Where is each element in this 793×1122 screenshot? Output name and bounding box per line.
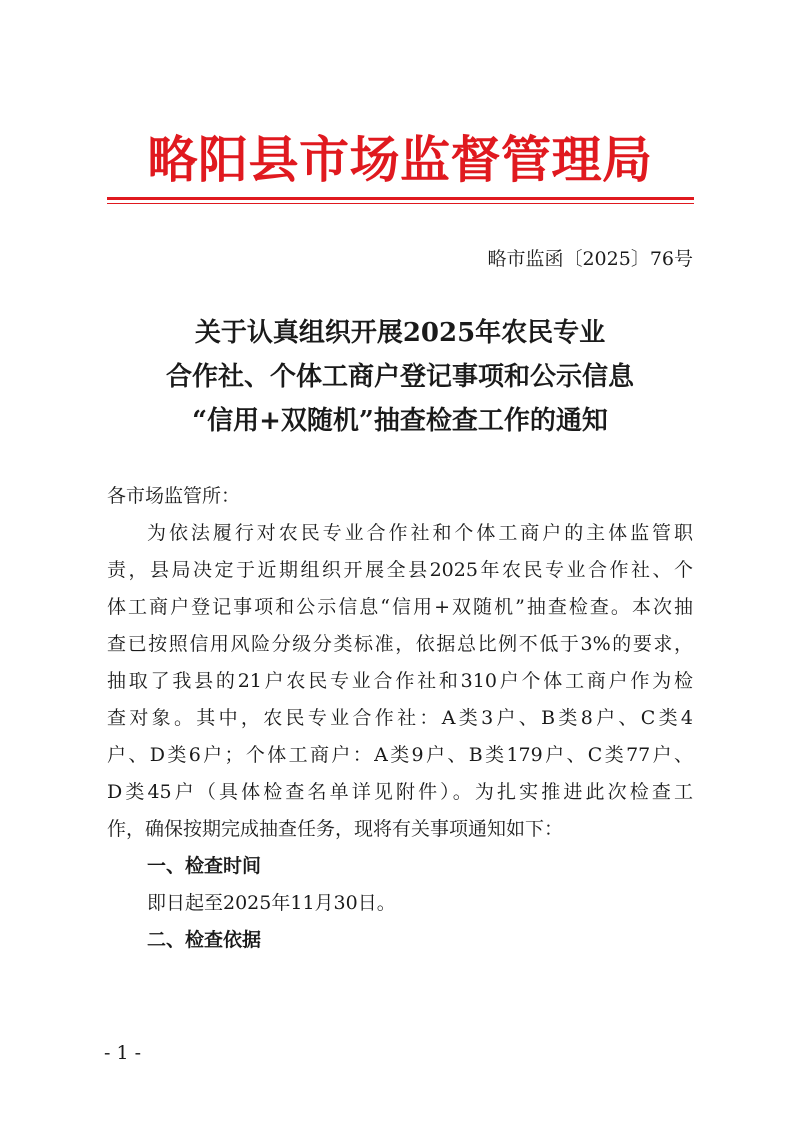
title-line-1: 关于认真组织开展2025年农民专业 <box>194 318 606 348</box>
paragraph-line: 体工商户登记事项和公示信息“信用+双随机”抽查检查。本次抽 <box>107 596 693 618</box>
document-title <box>100 311 700 443</box>
document-number: 略市监函〔2025〕76号 <box>487 248 693 270</box>
section-heading-inspection-basis: 二、检查依据 <box>147 929 262 951</box>
paragraph-line: D类45户（具体检查名单详见附件）。为扎实推进此次检查工 <box>107 781 693 803</box>
document-body <box>107 478 693 959</box>
paragraph-line: 抽取了我县的21户农民专业合作社和310户个体工商户作为检 <box>107 670 693 692</box>
title-line-3: “信用+双随机”抽查检查工作的通知 <box>192 406 608 436</box>
section-text-inspection-time: 即日起至2025年11月30日。 <box>147 892 396 914</box>
paragraph-line: 作，确保按期完成抽查任务，现将有关事项通知如下： <box>107 818 564 840</box>
page-number: - 1 - <box>104 1042 142 1064</box>
paragraph-line: 责，县局决定于近期组织开展全县2025年农民专业合作社、个 <box>107 559 693 581</box>
salutation: 各市场监管所： <box>107 485 241 507</box>
paragraph-line: 查已按照信用风险分级分类标准，依据总比例不低于3%的要求， <box>107 633 693 655</box>
section-heading-inspection-time: 一、检查时间 <box>147 855 262 877</box>
paragraph-line: 为依法履行对农民专业合作社和个体工商户的主体监管职 <box>147 522 693 544</box>
paragraph-line: 户、D类6户；个体工商户：A类9户、B类179户、C类77户、 <box>107 744 693 766</box>
title-line-2: 合作社、个体工商户登记事项和公示信息 <box>165 362 634 392</box>
red-header-rule-thin <box>107 203 694 204</box>
issuing-org-name: 略阳县市场监督管理局 <box>147 130 653 189</box>
paragraph-line: 查对象。其中，农民专业合作社：A类3户、B类8户、C类4 <box>107 707 693 729</box>
red-header-rule-thick <box>107 197 694 200</box>
